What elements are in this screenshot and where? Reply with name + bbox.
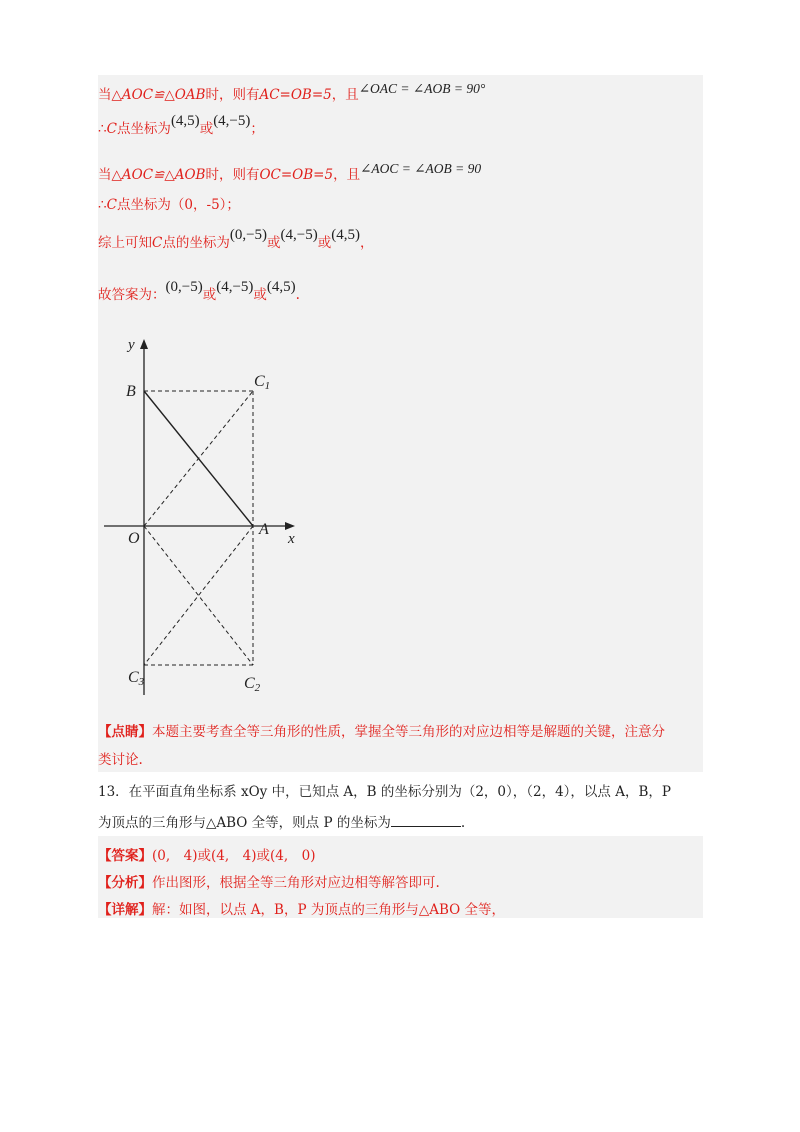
case1-triangles: △AOC≌△OAB [111, 87, 206, 103]
case2-angle: ∠AOC = ∠AOB = 90 [360, 161, 482, 176]
case1-mid: 时，则有 [205, 87, 260, 103]
coord-4-neg5: (4,−5) [213, 113, 251, 129]
case1-angle: ∠OAC = ∠AOB = 90° [358, 81, 486, 96]
comment-block [98, 710, 703, 772]
point-c3-label: C3 [128, 669, 145, 688]
or-word: 或 [199, 121, 214, 137]
axis-x-label: x [288, 531, 295, 547]
therefore-symbol: ∴ [98, 121, 107, 137]
or-word: 或 [202, 287, 217, 303]
or-word: 或 [317, 235, 332, 251]
case1-line [98, 83, 485, 103]
result1-line [98, 113, 264, 138]
analysis-tag: 【分析】 [98, 875, 152, 891]
figure-block [98, 315, 703, 710]
result1-end: ； [250, 121, 264, 137]
point-a-label: A [259, 521, 269, 538]
answer-prefix: 故答案为： [98, 287, 166, 303]
analysis13-line [98, 871, 440, 891]
analysis13-text: 作出图形，根据全等三角形对应边相等解答即可. [152, 875, 440, 891]
case1-prefix: 当 [98, 87, 112, 103]
coord-4-5: (4,5) [170, 113, 200, 129]
answer-block [98, 836, 703, 918]
coord-4-5: (4,5) [331, 227, 360, 243]
or-word: 或 [267, 235, 281, 251]
answer-blank [391, 814, 461, 827]
y-axis-arrow [140, 339, 148, 349]
question13-line1: 13．在平面直角坐标系 xOy 中，已知点 A，B 的坐标分别为（2，0），（2，4），以点 A，B，P [98, 784, 671, 800]
detail13-line [98, 898, 505, 918]
point-o-label: O [128, 530, 140, 547]
coord-0-neg5: (0,−5) [165, 279, 203, 295]
answer-line [98, 279, 300, 304]
case1-and: ，且 [331, 87, 359, 103]
question13-prefix: 为顶点的三角形与△ABO 全等，则点 P 的坐标为 [98, 815, 391, 831]
summary-prefix: 综上可知 [98, 235, 152, 251]
summary-text: 点的坐标为 [162, 235, 230, 251]
answer13-text: (0, 4)或(4, 4)或(4, 0) [152, 848, 316, 864]
var-c: C [106, 197, 117, 213]
answer13-line [98, 844, 316, 864]
case2-mid: 时，则有 [205, 167, 260, 183]
comment-line-2 [98, 748, 143, 768]
case2-equation: OC=OB=5 [259, 167, 334, 183]
var-c: C [106, 121, 117, 137]
result2-text: 点坐标为（0，-5）； [116, 197, 240, 213]
result1-text: 点坐标为 [116, 121, 171, 137]
solution-block [98, 75, 703, 315]
therefore-symbol: ∴ [98, 197, 107, 213]
question13-line2 [98, 811, 465, 831]
coord-4-neg5: (4,−5) [280, 227, 318, 243]
var-c: C [152, 235, 163, 251]
case1-equation: AC=OB=5 [259, 87, 332, 103]
comment-tag: 【点睛】 [98, 724, 152, 740]
coord-4-5: (4,5) [266, 279, 296, 295]
comment-text-2: 类讨论. [98, 752, 143, 768]
case2-and: ，且 [333, 167, 361, 183]
point-b-label: B [126, 383, 136, 400]
result2-line [98, 193, 240, 213]
case2-prefix: 当 [98, 167, 112, 183]
answer-tag: 【答案】 [98, 848, 152, 864]
detail13-text: 解：如图，以点 A，B，P 为顶点的三角形与△ABO 全等， [152, 902, 505, 918]
comment-line-1 [98, 720, 665, 740]
coord-4-neg5: (4,−5) [216, 279, 254, 295]
axis-y-label: y [128, 337, 135, 353]
coordinate-figure [98, 315, 703, 710]
point-c2-label: C2 [244, 675, 261, 694]
coord-0-neg5: (0,−5) [229, 227, 268, 243]
answer-end: . [295, 287, 300, 303]
summary-line [98, 227, 374, 252]
case2-triangles: △AOC≌△AOB [111, 167, 206, 183]
case2-line [98, 163, 481, 183]
x-axis-arrow [285, 522, 295, 530]
detail-tag: 【详解】 [98, 902, 152, 918]
or-word: 或 [253, 287, 267, 303]
question13-end: . [460, 815, 466, 831]
summary-end: ， [360, 235, 374, 251]
point-c1-label: C1 [254, 373, 271, 392]
comment-text-1: 本题主要考查全等三角形的性质，掌握全等三角形的对应边相等是解题的关键，注意分 [152, 724, 665, 740]
